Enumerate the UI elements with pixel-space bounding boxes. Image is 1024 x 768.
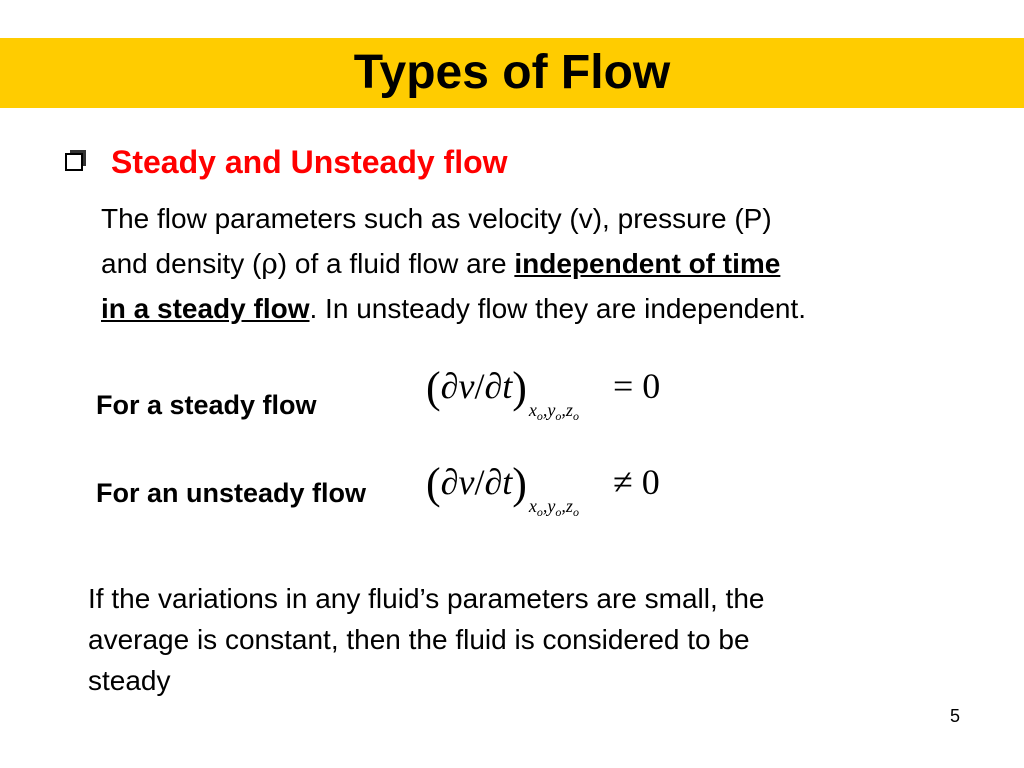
note-line-2: average is constant, then the fluid is considered to be xyxy=(88,624,750,655)
left-paren: ( xyxy=(426,459,441,508)
time-symbol: t xyxy=(502,366,513,406)
not-equals-zero: ≠ 0 xyxy=(612,462,660,502)
sub-comma: , xyxy=(561,400,566,420)
sub-o: o xyxy=(555,505,562,519)
sub-o: o xyxy=(555,409,562,423)
sub-y: y xyxy=(547,400,556,420)
note-line-1: If the variations in any fluid’s parameters are small, the xyxy=(88,583,765,614)
left-paren: ( xyxy=(426,363,441,412)
page-number: 5 xyxy=(950,706,961,726)
note-line-3: steady xyxy=(88,665,171,696)
sub-z: z xyxy=(565,400,573,420)
section-heading: Steady and Unsteady flow xyxy=(111,144,508,180)
sub-o: o xyxy=(536,505,543,519)
paragraph-text: and density ( xyxy=(101,248,262,279)
sub-x: x xyxy=(528,496,537,516)
equals-zero: = 0 xyxy=(612,366,661,406)
steady-flow-equation xyxy=(426,362,660,424)
sub-x: x xyxy=(528,400,537,420)
derivative-expression xyxy=(441,462,513,502)
paragraph-line-2 xyxy=(101,241,981,286)
paragraph-line-1: The flow parameters such as velocity (v), pressure (P) xyxy=(101,203,772,234)
hollow-square-bullet-icon xyxy=(64,148,88,174)
partial-symbol: ∂ xyxy=(484,366,503,406)
sub-o: o xyxy=(572,505,579,519)
partial-symbol: ∂ xyxy=(484,462,503,502)
rho-symbol: ρ xyxy=(261,247,278,280)
emphasis-text: independent of time xyxy=(514,248,781,279)
paragraph-text: . In unsteady flow they are independent. xyxy=(309,293,807,324)
partial-symbol: ∂ xyxy=(440,462,459,502)
slash-symbol: / xyxy=(474,366,485,406)
sub-comma: , xyxy=(542,496,548,516)
partial-symbol: ∂ xyxy=(440,366,459,406)
paragraph-text: ) of a fluid flow are xyxy=(277,248,515,279)
definition-paragraph xyxy=(101,196,981,331)
sub-comma: , xyxy=(561,496,566,516)
slide-title: Types of Flow xyxy=(353,46,671,99)
sub-o: o xyxy=(536,409,543,423)
sub-z: z xyxy=(565,496,573,516)
sub-y: y xyxy=(547,496,556,516)
right-paren: ) xyxy=(512,363,527,412)
sub-o: o xyxy=(572,409,579,423)
right-paren: ) xyxy=(512,459,527,508)
coordinate-subscript xyxy=(528,496,579,519)
note-paragraph xyxy=(88,578,948,701)
coordinate-subscript xyxy=(528,400,579,423)
steady-flow-label: For a steady flow xyxy=(96,390,317,420)
slash-symbol: / xyxy=(474,462,485,502)
velocity-symbol: v xyxy=(458,462,475,502)
unsteady-flow-label: For an unsteady flow xyxy=(96,478,367,508)
unsteady-flow-equation xyxy=(426,458,660,520)
emphasis-text: in a steady flow xyxy=(101,293,310,324)
time-symbol: t xyxy=(502,462,513,502)
paragraph-line-3 xyxy=(101,286,981,331)
derivative-expression xyxy=(441,366,513,406)
velocity-symbol: v xyxy=(458,366,475,406)
sub-comma: , xyxy=(542,400,548,420)
